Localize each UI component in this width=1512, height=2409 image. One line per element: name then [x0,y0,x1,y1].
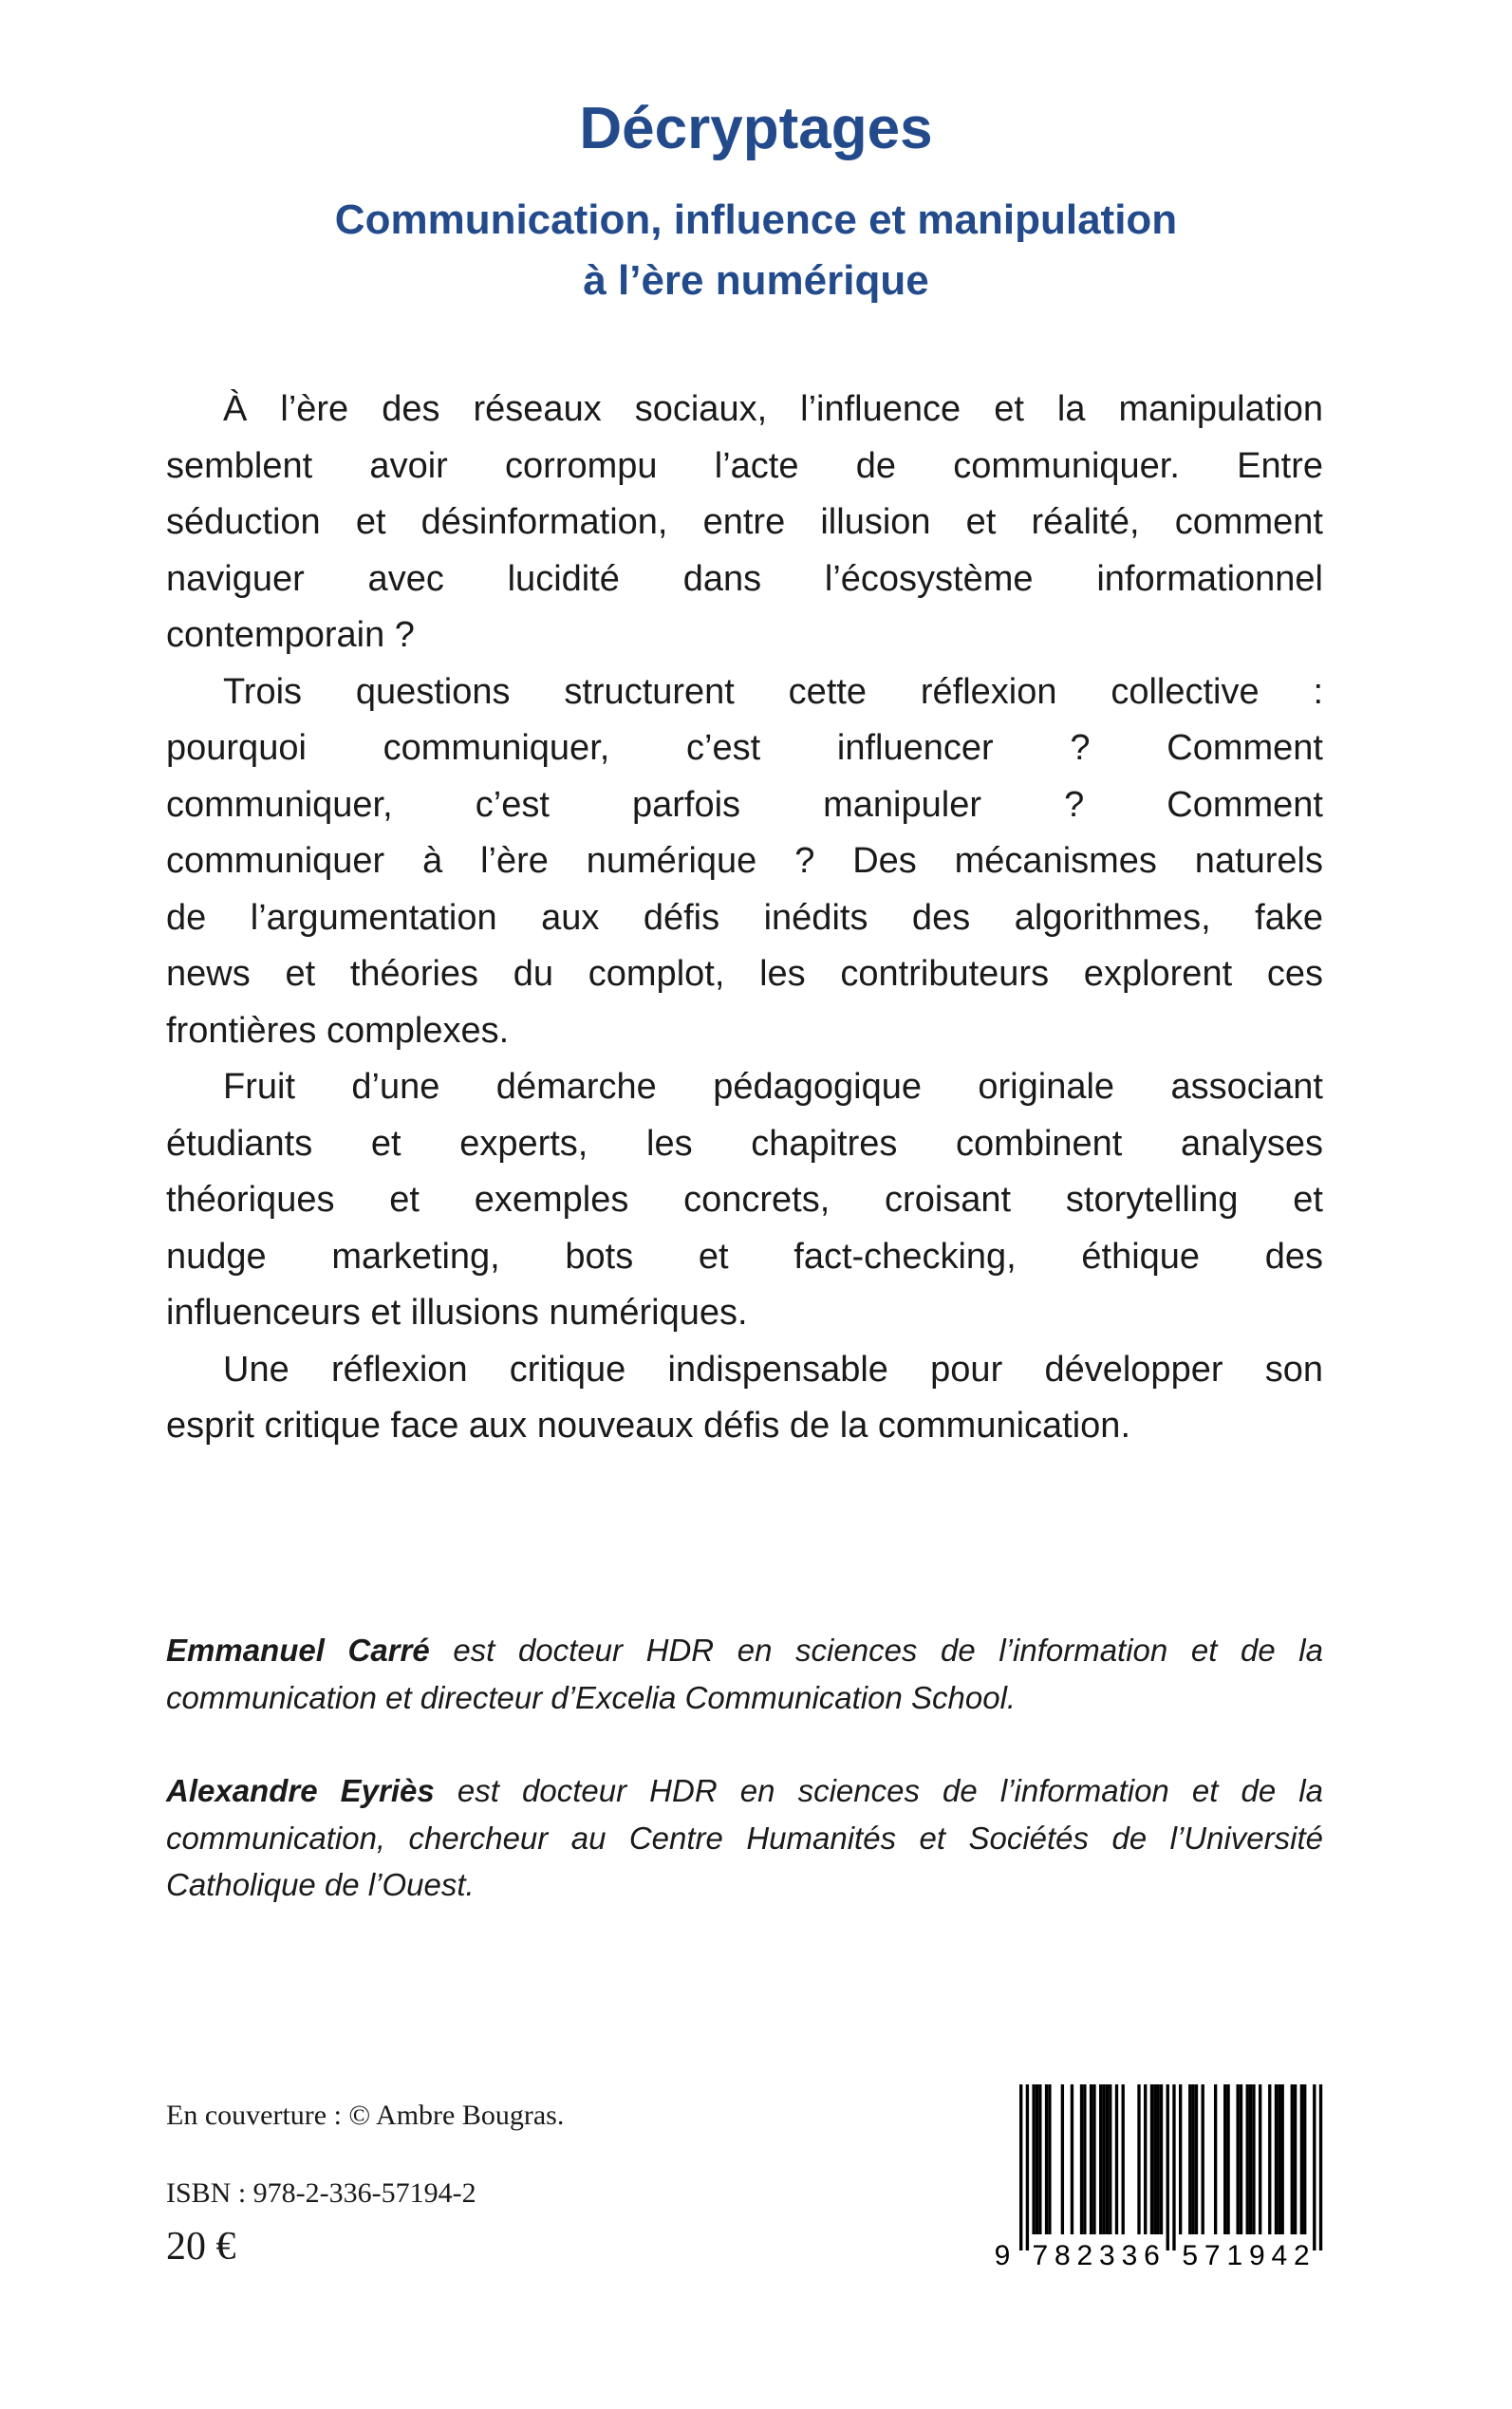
author-line [166,1767,1323,1815]
paragraph-line: naviguer avec lucidité dans l’écosystème informationnel [166,558,1323,599]
barcode-bar [1214,2084,1217,2234]
paragraph-line: théoriques et exemples concrets, croisant storytelling et [166,1180,1323,1220]
barcode-bar [1252,2084,1255,2234]
paragraph-line: Trois questions structurent cette réflexion collective : [223,671,1323,712]
author-line: communication et directeur d’Excelia Communication School. [166,1679,1017,1715]
barcode-digit: 3 [1099,2240,1115,2271]
barcode-bar [1202,2084,1204,2234]
barcode-bar [1281,2084,1284,2234]
barcode-digit: 6 [1144,2240,1160,2271]
barcode-bar [1156,2084,1159,2234]
barcode-bar [1092,2084,1095,2234]
author-bio [166,1627,1323,1721]
book-title: Décryptages [579,96,933,161]
barcode [987,2084,1329,2274]
paragraph-line: Une réflexion critique indispensable pour développer son [223,1349,1323,1390]
barcode-bar [1099,2084,1102,2234]
barcode-bar [1319,2084,1322,2250]
barcode-bar [1090,2084,1092,2234]
barcode-bar [1061,2084,1064,2234]
barcode-digit: 5 [1182,2240,1199,2271]
barcode-bar [1153,2084,1156,2234]
isbn: ISBN : 978-2-336-57194-2 [166,2177,476,2209]
barcode-bar [1026,2084,1029,2250]
author-bio [166,1767,1323,1909]
barcode-bar [1167,2084,1169,2250]
barcode-bar [1179,2084,1182,2234]
barcode-bar [1122,2084,1125,2234]
paragraph-line: Fruit d’une démarche pédagogique originale associant [223,1067,1323,1107]
author-name: Alexandre Eyriès [166,1773,435,1808]
barcode-bar [1223,2084,1226,2234]
paragraph-line: étudiants et experts, les chapitres combinent analyses [166,1123,1323,1164]
barcode-bar [1195,2084,1198,2234]
barcode-bar [1249,2084,1252,2234]
paragraph-line: communiquer à l’ère numérique ? Des mécanismes naturels [166,841,1323,881]
author-text: est docteur HDR en sciences de l’information et de la [434,1773,1323,1808]
book-subtitle [0,190,1512,311]
barcode-bar [1038,2084,1041,2234]
author-line: communication, chercheur au Centre Humanités et Sociétés de l’Université [166,1820,1323,1856]
blurb [166,382,1323,1455]
barcode-bar [1150,2084,1153,2234]
barcode-digit: 2 [1294,2240,1310,2271]
paragraph-line: news et théories du complot, les contributeurs explorent ces [166,954,1323,994]
barcode-bar [1160,2084,1163,2234]
paragraph-line: de l’argumentation aux défis inédits des algorithmes, fake [166,897,1323,938]
barcode-bar [1246,2084,1249,2234]
subtitle-line: à l’ère numérique [583,257,929,304]
barcode-digit: 9 [994,2240,1011,2271]
paragraph-line: pourquoi communiquer, c’est influencer ? Comment [166,728,1323,768]
barcode-bar [1236,2084,1239,2234]
barcode-bar [1313,2084,1316,2250]
barcode-bar [1172,2084,1175,2250]
barcode-digit: 8 [1055,2240,1071,2271]
barcode-digit: 4 [1271,2240,1288,2271]
barcode-bar [1083,2084,1086,2234]
barcode-bar [1071,2084,1073,2234]
barcode-bar [1102,2084,1105,2234]
author-line: Catholique de l’Ouest. [166,1867,475,1902]
paragraph-line: nudge marketing, bots et fact-checking, éthique des [166,1236,1323,1277]
barcode-digit: 9 [1248,2240,1265,2271]
barcode-bar [1036,2084,1038,2234]
barcode-bar [1032,2084,1035,2234]
paragraph-line: semblent avoir corrompu l’acte de communiquer. Entre [166,445,1323,486]
cover-credit: En couverture : © Ambre Bougras. [166,2100,565,2131]
barcode-bar [1109,2084,1111,2234]
barcode-digit: 3 [1121,2240,1138,2271]
barcode-bar [1226,2084,1229,2234]
barcode-digit: 7 [1032,2240,1049,2271]
barcode-bar [1275,2084,1278,2234]
paragraph-line: séduction et désinformation, entre illusion et réalité, comment [166,502,1323,542]
author-line [166,1627,1323,1674]
paragraph-line: contemporain ? [166,615,415,655]
barcode-bar [1144,2084,1147,2234]
price: 20 € [166,2225,236,2269]
barcode-bar [1259,2084,1261,2234]
barcode-bar [1191,2084,1194,2234]
subtitle-line: Communication, influence et manipulation [334,196,1178,243]
barcode-bar [1278,2084,1280,2234]
barcode-bar [1080,2084,1083,2234]
barcode-bar [1300,2084,1303,2234]
barcode-digit: 1 [1226,2240,1243,2271]
barcode-bar [1048,2084,1051,2234]
barcode-bar [1019,2084,1022,2250]
author-text: est docteur HDR en sciences de l’information et de la [429,1633,1323,1668]
barcode-digit: 7 [1204,2240,1221,2271]
paragraph-line: communiquer, c’est parfois manipuler ? Comment [166,784,1323,825]
barcode-bar [1115,2084,1118,2234]
barcode-bar [1240,2084,1242,2234]
barcode-bar [1303,2084,1306,2234]
paragraph-line: À l’ère des réseaux sociaux, l’influence et la manipulation [223,389,1323,429]
barcode-bar [1137,2084,1140,2234]
barcode-bar [1291,2084,1294,2234]
author-name: Emmanuel Carré [166,1633,430,1668]
barcode-bar [1294,2084,1297,2234]
barcode-bar [1188,2084,1191,2234]
paragraph-line: influenceurs et illusions numériques. [166,1293,748,1333]
paragraph-line: esprit critique face aux nouveaux défis de la communication. [166,1406,1130,1446]
barcode-digit: 2 [1076,2240,1093,2271]
barcode-bar [1045,2084,1048,2234]
barcode-bar [1268,2084,1271,2234]
barcode-bar [1106,2084,1109,2234]
paragraph-line: frontières complexes. [166,1010,510,1051]
